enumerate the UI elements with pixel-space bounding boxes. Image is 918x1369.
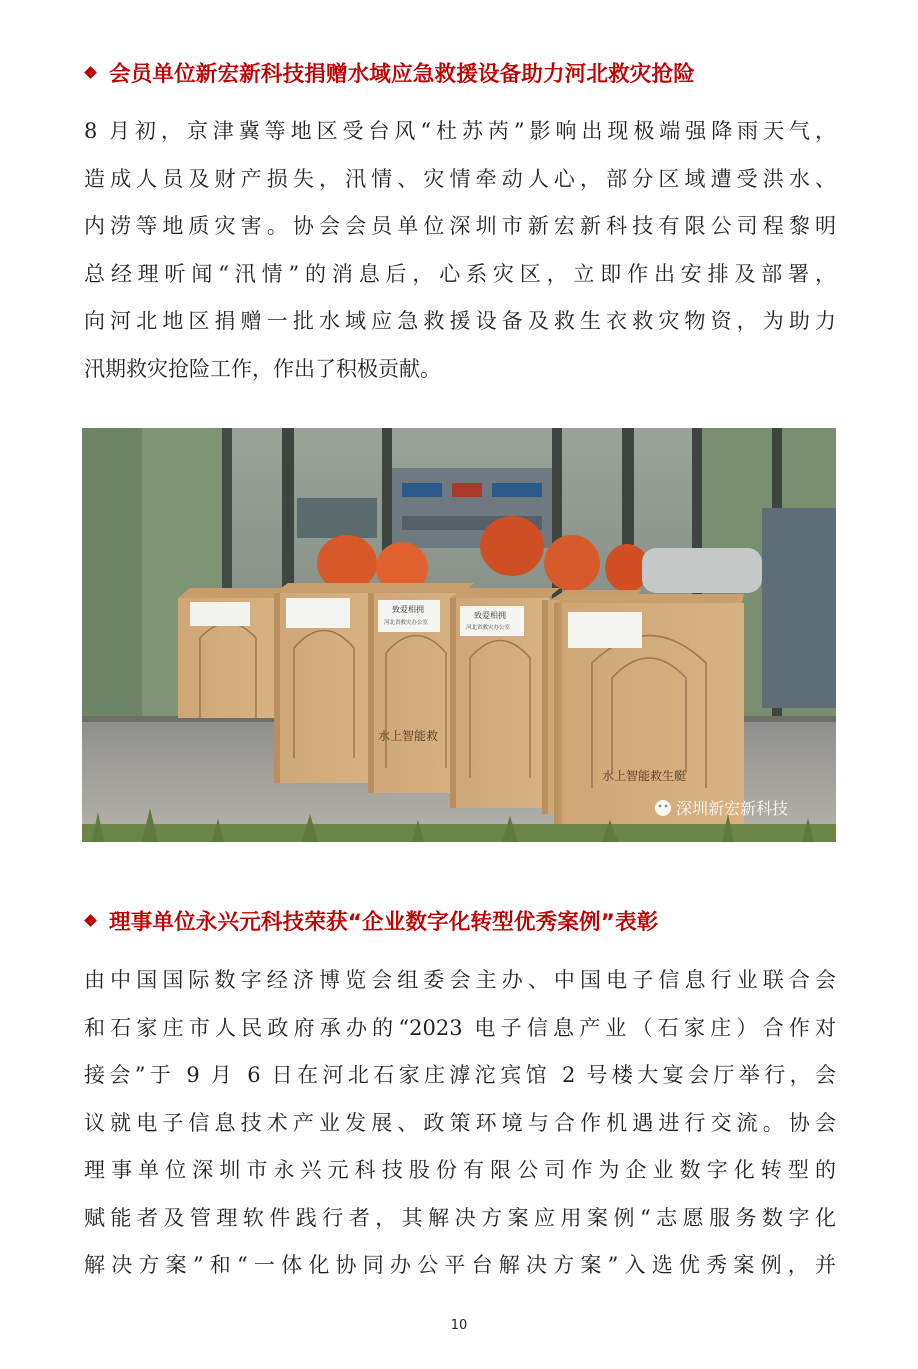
section2-heading [84, 902, 658, 938]
box-print-text-main: 水上智能救生艇 [602, 769, 687, 783]
donation-photo [82, 428, 836, 842]
box-note-line2-b: 河北省救灾办公室 [466, 625, 511, 631]
paragraph-line: 议就电子信息技术产业发展、政策环境与合作机遇进行交流。协会 [84, 1110, 836, 1135]
section2-title: 理事单位永兴元科技荣获“企业数字化转型优秀案例”表彰 [109, 909, 659, 935]
paragraph-line: 理事单位深圳市永兴元科技股份有限公司作为企业数字化转型的 [84, 1158, 836, 1182]
section1-title: 会员单位新宏新科技捐赠水域应急救援设备助力河北救灾抢险 [109, 61, 695, 87]
box-note-line2: 河北省救灾办公室 [384, 620, 429, 626]
diamond-bullet-icon [84, 66, 97, 79]
section2-paragraph [84, 957, 836, 1290]
paragraph-line: 由中国国际数字经济博览会组委会主办、中国电子信息行业联合会 [84, 968, 836, 992]
paragraph-line: 和石家庄市人民政府承办的“2023 电子信息产业（石家庄）合作对 [84, 1015, 836, 1040]
box-note-line1-b: 致爱相拥 [474, 611, 506, 620]
box-note-line1: 致爱相拥 [392, 605, 424, 614]
paragraph-line: 8 月初，京津冀等地区受台风“杜苏芮”影响出现极端强降雨天气， [84, 119, 836, 143]
photo-watermark: 深圳新宏新科技 [676, 799, 789, 818]
diamond-bullet-icon [84, 914, 97, 927]
paragraph-line: 总经理听闻“汛情”的消息后，心系灾区，立即作出安排及部署， [84, 261, 836, 286]
paragraph-line: 汛期救灾抢险工作，作出了积极贡献。 [84, 356, 441, 381]
paragraph-line: 造成人员及财产损失，汛情、灾情牵动人心，部分区域遭受洪水、 [84, 166, 836, 191]
paragraph-line: 赋能者及管理软件践行者，其解决方案应用案例“志愿服务数字化 [84, 1205, 836, 1230]
paragraph-line: 接会”于 9 月 6 日在河北石家庄滹沱宾馆 2 号楼大宴会厅举行，会 [84, 1063, 836, 1087]
paragraph-line: 内涝等地质灾害。协会会员单位深圳市新宏新科技有限公司程黎明 [84, 214, 836, 238]
box-print-text: 水上智能救 [378, 729, 439, 743]
section1-heading [84, 54, 695, 90]
page-number: 10 [450, 1318, 468, 1333]
section1-paragraph [84, 108, 836, 393]
donation-photo-illustration [82, 428, 836, 842]
wechat-icon [655, 800, 671, 816]
paragraph-line: 向河北地区捐赠一批水域应急救援设备及救生衣救灾物资，为助力 [84, 309, 836, 333]
paragraph-line: 解决方案”和“一体化协同办公平台解决方案”入选优秀案例，并 [84, 1253, 836, 1277]
